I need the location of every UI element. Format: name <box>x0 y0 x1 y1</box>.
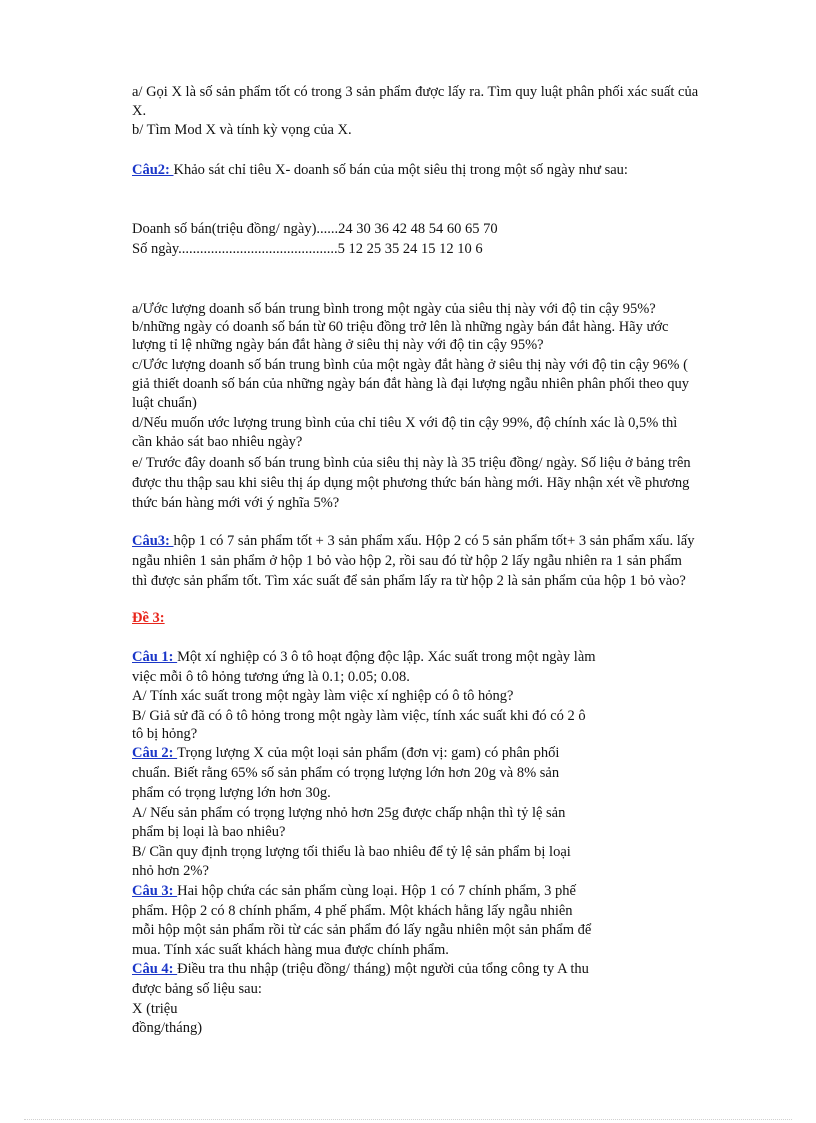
de3-cau3-text: Hai hộp chứa các sản phẩm cùng loại. Hộp 1 có 7 chính phẩm, 3 phế <box>177 883 576 899</box>
de3-cau2-label: Câu 2: <box>132 745 178 761</box>
cau2-part-d: cần khảo sát bao nhiêu ngày? <box>132 434 303 450</box>
cau2-part-a: a/Ước lượng doanh số bán trung bình trong một ngày của siêu thị này với độ tin cậy 95%? <box>132 301 656 317</box>
de3-cau4-label: Câu 4: <box>132 961 178 977</box>
question-a-line: X. <box>132 103 147 119</box>
cau2-label: Câu2: <box>132 162 174 178</box>
days-table-row: Số ngày............................................5 12 25 35 24 15 12 10 6 <box>132 241 483 257</box>
de3-cau1-text: Một xí nghiệp có 3 ô tô hoạt động độc lập. Xác suất trong một ngày làm <box>177 649 596 665</box>
sales-table-row: Doanh số bán(triệu đồng/ ngày)......24 30 36 42 48 54 60 65 70 <box>132 221 498 237</box>
de3-cau2-line <box>132 744 559 763</box>
cau2-part-c: c/Ước lượng doanh số bán trung bình của một ngày đắt hàng ở siêu thị này với độ tin cậy 96% ( <box>132 357 688 373</box>
de3-cau1-line: tô bị hỏng? <box>132 726 198 742</box>
de3-cau2-text: Trọng lượng X của một loại sản phẩm (đơn vị: gam) có phân phối <box>177 745 560 761</box>
de3-cau2-line: nhỏ hơn 2%? <box>132 863 209 879</box>
de3-cau4-line: X (triệu <box>132 1001 178 1017</box>
cau3-line <box>132 532 694 551</box>
de3-cau4-line: đồng/tháng) <box>132 1020 203 1036</box>
de3-cau3-line: phẩm. Hộp 2 có 8 chính phẩm, 4 phế phẩm. Một khách hằng lấy ngẫu nhiên <box>132 903 573 919</box>
de3-cau4-line <box>132 960 589 979</box>
page-bottom-divider <box>24 1119 792 1120</box>
de3-cau2-line: B/ Cần quy định trọng lượng tối thiểu là bao nhiêu để tỷ lệ sản phẩm bị loại <box>132 844 571 860</box>
de3-cau3-line: mỗi hộp một sản phẩm rồi từ các sản phẩm đó lấy ngẫu nhiên một sản phẩm để <box>132 922 592 938</box>
cau3-line: ngẫu nhiên 1 sản phẩm ở hộp 1 bỏ vào hộp 2, rồi sau đó từ hộp 2 lấy ngẫu nhiên ra 1 sản phẩm <box>132 553 682 569</box>
section-heading-de3: Đề 3: <box>132 610 165 626</box>
de3-cau3-label: Câu 3: <box>132 883 178 899</box>
cau2-intro-text: Khảo sát chỉ tiêu X- doanh số bán của một siêu thị trong một số ngày như sau: <box>173 162 628 178</box>
de3-cau2-line: A/ Nếu sản phẩm có trọng lượng nhỏ hơn 25g được chấp nhận thì tỷ lệ sản <box>132 805 566 821</box>
cau2-part-e: được thu thập sau khi siêu thị áp dụng một phương thức bán hàng mới. Hãy nhận xét về phương <box>132 475 690 491</box>
de3-cau1-line: A/ Tính xác suất trong một ngày làm việc xí nghiệp có ô tô hỏng? <box>132 688 514 704</box>
de3-cau3-line: mua. Tính xác suất khách hàng mua được chính phẩm. <box>132 942 449 958</box>
question-b-line: b/ Tìm Mod X và tính kỳ vọng của X. <box>132 122 352 138</box>
cau3-label: Câu3: <box>132 533 174 549</box>
de3-cau1-line: việc mỗi ô tô hỏng tương ứng là 0.1; 0.05; 0.08. <box>132 669 410 685</box>
de3-cau3-line <box>132 882 576 901</box>
cau2-part-d: d/Nếu muốn ước lượng trung bình của chỉ tiêu X với độ tin cậy 99%, độ chính xác là 0,5% thì <box>132 415 678 431</box>
de3-cau2-line: phẩm bị loại là bao nhiêu? <box>132 824 286 840</box>
de3-cau1-label: Câu 1: <box>132 649 178 665</box>
question-a-line: a/ Gọi X là số sản phẩm tốt có trong 3 sản phẩm được lấy ra. Tìm quy luật phân phối xác suất của <box>132 84 699 100</box>
cau2-intro <box>132 161 628 180</box>
cau2-part-b: lượng tỉ lệ những ngày bán đắt hàng ở siêu thị này với độ tin cậy 95%? <box>132 337 544 353</box>
de3-cau1-line <box>132 648 596 667</box>
cau2-part-c: giả thiết doanh số bán của những ngày bán đắt hàng là đại lượng ngẫu nhiên phân phối theo quy <box>132 376 689 392</box>
de3-cau2-line: chuẩn. Biết rằng 65% số sản phẩm có trọng lượng lớn hơn 20g và 8% sản <box>132 765 560 781</box>
cau3-text: hộp 1 có 7 sản phẩm tốt + 3 sản phẩm xấu. Hộp 2 có 5 sản phẩm tốt+ 3 sản phẩm xấu. lấy <box>173 533 695 549</box>
cau2-part-b: b/những ngày có doanh số bán từ 60 triệu đồng trở lên là những ngày bán đắt hàng. Hãy ước <box>132 319 669 335</box>
de3-cau1-line: B/ Giả sử đã có ô tô hỏng trong một ngày làm việc, tính xác suất khi đó có 2 ô <box>132 708 586 724</box>
de3-cau2-line: phẩm có trọng lượng lớn hơn 30g. <box>132 785 331 801</box>
cau2-part-c: luật chuẩn) <box>132 395 197 411</box>
cau2-part-e: e/ Trước đây doanh số bán trung bình của siêu thị này là 35 triệu đồng/ ngày. Số liệu ở bảng trên <box>132 455 691 471</box>
de3-cau4-line: được bảng số liệu sau: <box>132 981 262 997</box>
de3-cau4-text: Điều tra thu nhập (triệu đồng/ tháng) một người của tổng công ty A thu <box>177 961 589 977</box>
cau3-line: thì được sản phẩm tốt. Tìm xác suất để sản phẩm lấy ra từ hộp 2 là sản phẩm của hộp 1 bỏ vào? <box>132 573 686 589</box>
cau2-part-e: thức bán hàng mới với ý nghĩa 5%? <box>132 495 340 511</box>
